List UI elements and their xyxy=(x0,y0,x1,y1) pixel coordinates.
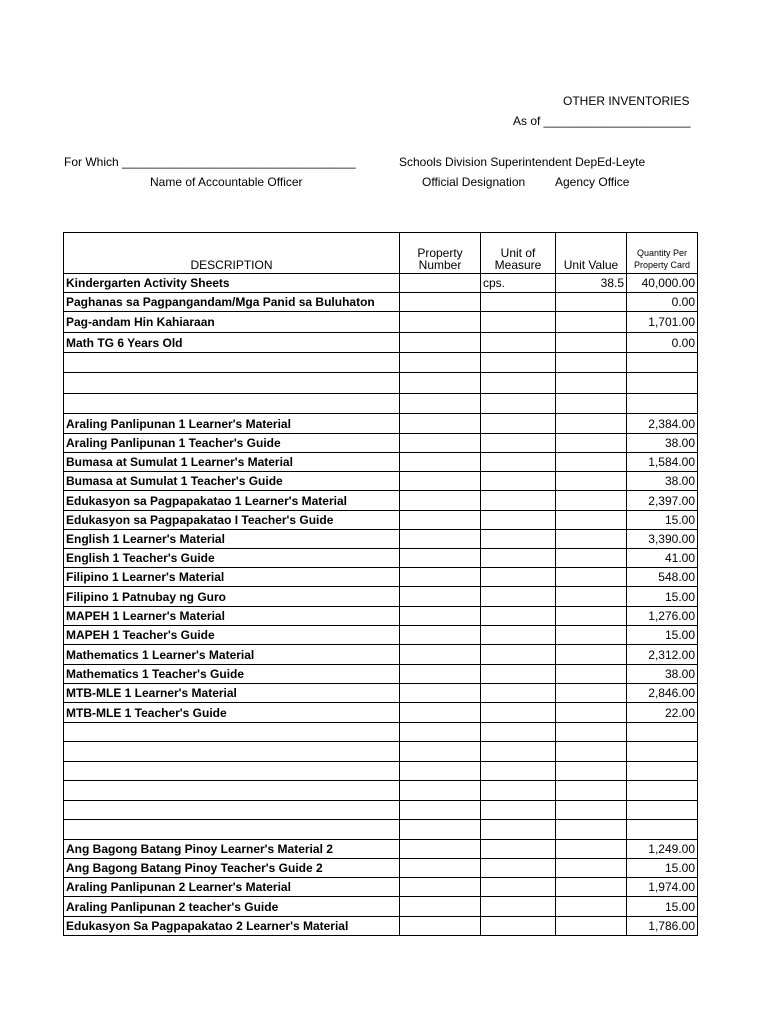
quantity-cell: 0.00 xyxy=(627,293,698,312)
unit-cell xyxy=(481,453,556,472)
table-row xyxy=(64,353,698,373)
quantity-cell: 15.00 xyxy=(627,859,698,878)
quantity-cell: 38.00 xyxy=(627,665,698,684)
unit-cell xyxy=(481,917,556,936)
description-cell: Edukasyon sa Pagpapakatao I Teacher's Guide xyxy=(64,511,400,530)
as-of-line: As of ______________________ xyxy=(513,114,691,128)
unit-value-cell xyxy=(556,703,627,723)
table-row xyxy=(64,333,698,353)
column-header-unit-value: Unit Value xyxy=(556,233,627,274)
unit-cell xyxy=(481,626,556,645)
unit-value-cell xyxy=(556,840,627,859)
description-cell: Mathematics 1 Learner's Material xyxy=(64,645,400,665)
unit-value-cell xyxy=(556,414,627,434)
description-cell: Araling Panlipunan 1 Learner's Material xyxy=(64,414,400,434)
quantity-cell xyxy=(627,373,698,394)
unit-value-cell xyxy=(556,568,627,587)
property-number-cell xyxy=(400,626,481,645)
description-cell: Kindergarten Activity Sheets xyxy=(64,274,400,293)
property-number-cell xyxy=(400,840,481,859)
property-number-cell xyxy=(400,511,481,530)
unit-cell xyxy=(481,762,556,781)
table-row xyxy=(64,394,698,414)
quantity-cell: 15.00 xyxy=(627,897,698,917)
table-row xyxy=(64,723,698,742)
table-row xyxy=(64,491,698,511)
unit-value-cell xyxy=(556,723,627,742)
accountable-officer-label: Name of Accountable Officer xyxy=(150,175,303,189)
unit-value-cell xyxy=(556,626,627,645)
quantity-cell: 2,397.00 xyxy=(627,491,698,511)
unit-value-cell xyxy=(556,917,627,936)
property-number-cell xyxy=(400,274,481,293)
description-cell: Araling Panlipunan 2 Learner's Material xyxy=(64,878,400,897)
description-cell: Araling Panlipunan 2 teacher's Guide xyxy=(64,897,400,917)
quantity-cell xyxy=(627,394,698,414)
description-cell: Math TG 6 Years Old xyxy=(64,333,400,353)
table-row xyxy=(64,859,698,878)
table-row xyxy=(64,820,698,840)
description-cell: English 1 Learner's Material xyxy=(64,530,400,549)
description-cell: MAPEH 1 Teacher's Guide xyxy=(64,626,400,645)
property-number-cell xyxy=(400,434,481,453)
unit-value-cell xyxy=(556,665,627,684)
property-number-cell xyxy=(400,762,481,781)
property-number-cell xyxy=(400,742,481,762)
property-number-cell xyxy=(400,530,481,549)
unit-value-cell xyxy=(556,801,627,820)
unit-value-cell xyxy=(556,684,627,703)
property-number-cell xyxy=(400,373,481,394)
property-number-cell xyxy=(400,549,481,568)
unit-cell xyxy=(481,665,556,684)
unit-cell xyxy=(481,645,556,665)
property-number-cell xyxy=(400,568,481,587)
inventory-table xyxy=(63,232,698,936)
property-number-cell xyxy=(400,491,481,511)
quantity-cell: 38.00 xyxy=(627,472,698,491)
quantity-cell: 1,701.00 xyxy=(627,312,698,333)
unit-cell xyxy=(481,530,556,549)
unit-cell xyxy=(481,333,556,353)
description-cell xyxy=(64,801,400,820)
quantity-cell xyxy=(627,353,698,373)
table-row xyxy=(64,549,698,568)
report-title: OTHER INVENTORIES xyxy=(563,94,690,108)
unit-cell: cps. xyxy=(481,274,556,293)
property-number-cell xyxy=(400,703,481,723)
description-cell xyxy=(64,353,400,373)
unit-cell xyxy=(481,859,556,878)
unit-value-cell xyxy=(556,434,627,453)
quantity-cell: 2,846.00 xyxy=(627,684,698,703)
table-row xyxy=(64,897,698,917)
quantity-cell xyxy=(627,723,698,742)
quantity-cell: 1,974.00 xyxy=(627,878,698,897)
property-number-cell xyxy=(400,665,481,684)
description-cell xyxy=(64,723,400,742)
description-cell xyxy=(64,762,400,781)
quantity-cell: 1,249.00 xyxy=(627,840,698,859)
table-row xyxy=(64,607,698,626)
column-header-unit-of-measure: Unit of Measure xyxy=(481,233,556,274)
for-which-line: For Which ___________________________________ xyxy=(64,155,356,169)
quantity-cell: 40,000.00 xyxy=(627,274,698,293)
quantity-cell: 2,312.00 xyxy=(627,645,698,665)
quantity-cell: 0.00 xyxy=(627,333,698,353)
quantity-cell: 1,276.00 xyxy=(627,607,698,626)
unit-cell xyxy=(481,820,556,840)
property-number-cell xyxy=(400,645,481,665)
table-row xyxy=(64,781,698,801)
unit-cell xyxy=(481,801,556,820)
quantity-cell: 38.00 xyxy=(627,434,698,453)
description-cell: Edukasyon sa Pagpapakatao 1 Learner's Material xyxy=(64,491,400,511)
unit-value-cell xyxy=(556,293,627,312)
unit-value-cell xyxy=(556,645,627,665)
unit-cell xyxy=(481,373,556,394)
quantity-cell xyxy=(627,820,698,840)
unit-value-cell xyxy=(556,549,627,568)
description-cell xyxy=(64,742,400,762)
table-row xyxy=(64,530,698,549)
unit-cell xyxy=(481,742,556,762)
table-row xyxy=(64,878,698,897)
description-cell: Filipino 1 Learner's Material xyxy=(64,568,400,587)
unit-value-cell xyxy=(556,373,627,394)
designation-value: Schools Division Superintendent DepEd-Leyte xyxy=(399,155,646,169)
unit-cell xyxy=(481,549,556,568)
property-number-cell xyxy=(400,859,481,878)
unit-value-cell xyxy=(556,897,627,917)
property-number-cell xyxy=(400,684,481,703)
column-header-description: DESCRIPTION xyxy=(64,233,400,274)
property-number-cell xyxy=(400,820,481,840)
unit-value-cell: 38.5 xyxy=(556,274,627,293)
unit-cell xyxy=(481,472,556,491)
unit-value-cell xyxy=(556,312,627,333)
table-row xyxy=(64,293,698,312)
property-number-cell xyxy=(400,607,481,626)
description-cell: Bumasa at Sumulat 1 Learner's Material xyxy=(64,453,400,472)
description-cell: Bumasa at Sumulat 1 Teacher's Guide xyxy=(64,472,400,491)
property-number-cell xyxy=(400,781,481,801)
quantity-cell xyxy=(627,781,698,801)
unit-cell xyxy=(481,511,556,530)
property-number-cell xyxy=(400,353,481,373)
unit-value-cell xyxy=(556,762,627,781)
description-cell: Filipino 1 Patnubay ng Guro xyxy=(64,587,400,607)
quantity-cell xyxy=(627,742,698,762)
description-cell: Mathematics 1 Teacher's Guide xyxy=(64,665,400,684)
unit-value-cell xyxy=(556,394,627,414)
quantity-cell: 41.00 xyxy=(627,549,698,568)
unit-cell xyxy=(481,878,556,897)
table-row xyxy=(64,434,698,453)
description-cell: Araling Panlipunan 1 Teacher's Guide xyxy=(64,434,400,453)
unit-value-cell xyxy=(556,333,627,353)
unit-cell xyxy=(481,353,556,373)
property-number-cell xyxy=(400,801,481,820)
unit-value-cell xyxy=(556,491,627,511)
property-number-cell xyxy=(400,394,481,414)
table-row xyxy=(64,568,698,587)
property-number-cell xyxy=(400,453,481,472)
quantity-cell: 1,786.00 xyxy=(627,917,698,936)
table-row xyxy=(64,626,698,645)
quantity-cell: 548.00 xyxy=(627,568,698,587)
table-row xyxy=(64,587,698,607)
table-row xyxy=(64,684,698,703)
property-number-cell xyxy=(400,897,481,917)
table-row xyxy=(64,801,698,820)
table-row xyxy=(64,762,698,781)
table-row xyxy=(64,453,698,472)
description-cell xyxy=(64,781,400,801)
quantity-cell xyxy=(627,762,698,781)
quantity-cell: 15.00 xyxy=(627,626,698,645)
description-cell: Paghanas sa Pagpangandam/Mga Panid sa Buluhaton xyxy=(64,293,400,312)
unit-value-cell xyxy=(556,453,627,472)
description-cell xyxy=(64,394,400,414)
unit-cell xyxy=(481,587,556,607)
unit-cell xyxy=(481,684,556,703)
unit-cell xyxy=(481,293,556,312)
table-row xyxy=(64,645,698,665)
unit-value-cell xyxy=(556,878,627,897)
unit-cell xyxy=(481,394,556,414)
unit-value-cell xyxy=(556,530,627,549)
unit-cell xyxy=(481,414,556,434)
unit-cell xyxy=(481,781,556,801)
quantity-cell: 3,390.00 xyxy=(627,530,698,549)
property-number-cell xyxy=(400,293,481,312)
unit-cell xyxy=(481,897,556,917)
description-cell: MTB-MLE 1 Teacher's Guide xyxy=(64,703,400,723)
unit-value-cell xyxy=(556,511,627,530)
unit-cell xyxy=(481,312,556,333)
unit-cell xyxy=(481,840,556,859)
unit-value-cell xyxy=(556,607,627,626)
property-number-cell xyxy=(400,723,481,742)
unit-cell xyxy=(481,434,556,453)
quantity-cell: 2,384.00 xyxy=(627,414,698,434)
quantity-cell: 1,584.00 xyxy=(627,453,698,472)
agency-office-label: Agency Office xyxy=(555,175,630,189)
description-cell: Edukasyon Sa Pagpapakatao 2 Learner's Material xyxy=(64,917,400,936)
description-cell: Pag-andam Hin Kahiaraan xyxy=(64,312,400,333)
unit-value-cell xyxy=(556,820,627,840)
table-row xyxy=(64,373,698,394)
table-row xyxy=(64,917,698,936)
unit-cell xyxy=(481,568,556,587)
description-cell: Ang Bagong Batang Pinoy Learner's Material 2 xyxy=(64,840,400,859)
property-number-cell xyxy=(400,472,481,491)
description-cell: Ang Bagong Batang Pinoy Teacher's Guide 2 xyxy=(64,859,400,878)
property-number-cell xyxy=(400,414,481,434)
unit-value-cell xyxy=(556,859,627,878)
description-cell xyxy=(64,373,400,394)
unit-value-cell xyxy=(556,781,627,801)
table-row xyxy=(64,472,698,491)
property-number-cell xyxy=(400,587,481,607)
unit-cell xyxy=(481,491,556,511)
property-number-cell xyxy=(400,333,481,353)
description-cell xyxy=(64,820,400,840)
table-row xyxy=(64,703,698,723)
official-designation-label: Official Designation xyxy=(422,175,526,189)
unit-value-cell xyxy=(556,353,627,373)
quantity-cell: 15.00 xyxy=(627,511,698,530)
column-header-quantity-per-property-card: Quantity Per Property Card xyxy=(627,233,698,274)
table-row xyxy=(64,665,698,684)
description-cell: English 1 Teacher's Guide xyxy=(64,549,400,568)
column-header-property-number: Property Number xyxy=(400,233,481,274)
table-row xyxy=(64,274,698,293)
table-row xyxy=(64,742,698,762)
quantity-cell: 15.00 xyxy=(627,587,698,607)
table-row xyxy=(64,840,698,859)
table-row xyxy=(64,312,698,333)
unit-cell xyxy=(481,723,556,742)
table-row xyxy=(64,511,698,530)
unit-value-cell xyxy=(556,742,627,762)
property-number-cell xyxy=(400,878,481,897)
table-row xyxy=(64,414,698,434)
property-number-cell xyxy=(400,917,481,936)
unit-value-cell xyxy=(556,472,627,491)
description-cell: MTB-MLE 1 Learner's Material xyxy=(64,684,400,703)
property-number-cell xyxy=(400,312,481,333)
quantity-cell: 22.00 xyxy=(627,703,698,723)
unit-cell xyxy=(481,703,556,723)
quantity-cell xyxy=(627,801,698,820)
unit-value-cell xyxy=(556,587,627,607)
description-cell: MAPEH 1 Learner's Material xyxy=(64,607,400,626)
unit-cell xyxy=(481,607,556,626)
